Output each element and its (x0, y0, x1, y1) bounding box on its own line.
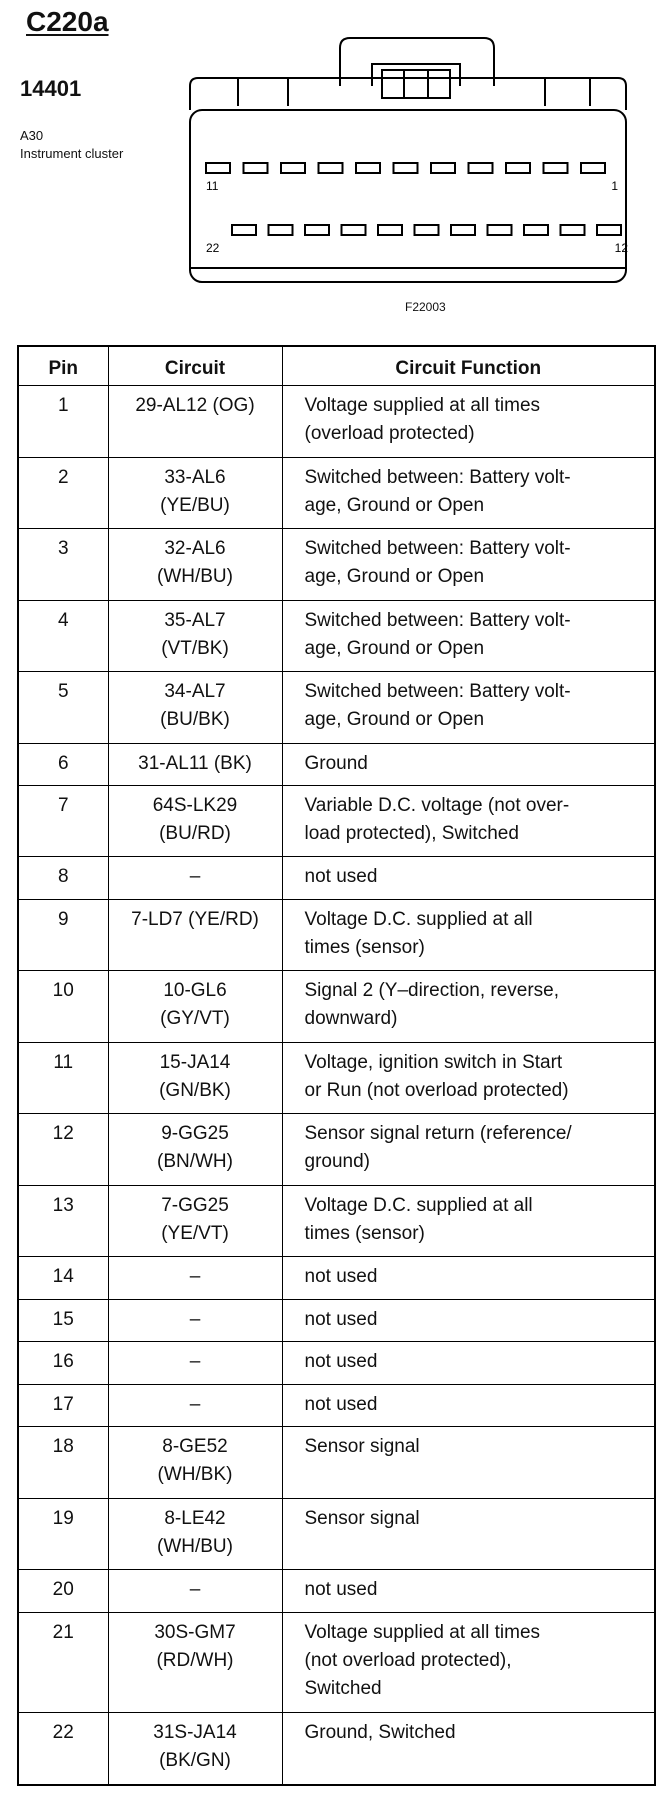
pin-table (17, 345, 656, 1786)
function-line: not used (304, 866, 378, 888)
circuit-cell (108, 529, 282, 601)
circuit-function-cell (282, 743, 655, 785)
circuit-cell (108, 971, 282, 1043)
table-row (18, 1570, 655, 1612)
location-code: A30 (20, 128, 44, 143)
circuit-function-cell (282, 1570, 655, 1612)
pin-slot (506, 163, 530, 173)
pin-number: 10 (18, 971, 108, 1043)
pin-number: 9 (18, 899, 108, 971)
circuit-cell (108, 1713, 282, 1785)
connector-diagram (0, 0, 672, 300)
function-line: (not overload protected), (304, 1649, 512, 1671)
pin-number: 6 (18, 743, 108, 785)
circuit-cell (108, 1042, 282, 1114)
pin-number: 21 (18, 1612, 108, 1713)
table-row (18, 1384, 655, 1426)
circuit-function-cell (282, 971, 655, 1043)
circuit-function-cell (282, 1257, 655, 1299)
connector-title: C220a (26, 6, 109, 37)
pin-number: 11 (18, 1042, 108, 1114)
circuit-line: 9-GG25 (161, 1123, 229, 1145)
pin-slot (232, 225, 256, 235)
function-line: not used (304, 1308, 378, 1330)
table-row (18, 529, 655, 601)
pin-label-22: 22 (206, 241, 220, 255)
table-header-row (18, 346, 655, 386)
pin-number: 13 (18, 1185, 108, 1257)
circuit-cell (108, 857, 282, 899)
circuit-cell (108, 1299, 282, 1341)
pin-slot (561, 225, 585, 235)
circuit-line: (GY/VT) (160, 1008, 230, 1030)
function-line: Voltage D.C. supplied at all (304, 908, 533, 930)
circuit-cell (108, 386, 282, 458)
circuit-line: 34-AL7 (164, 681, 226, 702)
table-row (18, 1114, 655, 1186)
connector-top-edge (190, 78, 626, 110)
function-line: Ground (304, 752, 368, 774)
pin-slot (281, 163, 305, 173)
pin-number: 7 (18, 785, 108, 857)
function-line: Switched (304, 1677, 382, 1699)
circuit-function-cell (282, 1384, 655, 1426)
circuit-line: 15-JA14 (159, 1051, 231, 1073)
pin-slot (305, 225, 329, 235)
table-row (18, 971, 655, 1043)
circuit-function-cell (282, 1342, 655, 1384)
circuit-line: (YE/VT) (161, 1222, 229, 1244)
circuit-line: 7-LD7 (YE/RD) (131, 908, 259, 930)
circuit-cell (108, 1427, 282, 1499)
circuit-line: 31-AL11 (BK) (138, 752, 252, 774)
pin-label-12: 12 (614, 241, 628, 255)
circuit-line: – (189, 866, 201, 888)
table-row (18, 386, 655, 458)
pin-label-1: 1 (611, 179, 618, 193)
circuit-line: (BU/RD) (159, 822, 231, 844)
circuit-line: 30S-GM7 (154, 1621, 236, 1643)
circuit-function-cell (282, 1498, 655, 1570)
pin-slot (206, 163, 230, 173)
table-row (18, 1042, 655, 1114)
function-line: ground) (304, 1151, 370, 1173)
table-row (18, 1299, 655, 1341)
pin-slot (597, 225, 621, 235)
circuit-line: – (189, 1393, 201, 1415)
pin-number: 22 (18, 1713, 108, 1785)
pin-number: 19 (18, 1498, 108, 1570)
pin-number: 8 (18, 857, 108, 899)
table-row (18, 1612, 655, 1713)
function-line: age, Ground or Open (304, 494, 485, 516)
function-line: not used (304, 1393, 378, 1415)
header-circuit-function: Circuit Function (282, 346, 655, 386)
circuit-line: (BU/BK) (160, 709, 230, 730)
circuit-cell (108, 1257, 282, 1299)
table-row (18, 1713, 655, 1785)
circuit-line: 10-GL6 (163, 980, 227, 1002)
function-line: Variable D.C. voltage (not over- (304, 794, 570, 816)
circuit-cell (108, 785, 282, 857)
circuit-cell (108, 1570, 282, 1612)
function-line: or Run (not overload protected) (304, 1079, 569, 1101)
table-row (18, 600, 655, 672)
pin-slot (581, 163, 605, 173)
pin-slot (244, 163, 268, 173)
function-line: age, Ground or Open (304, 709, 485, 730)
circuit-function-cell (282, 386, 655, 458)
circuit-line: 35-AL7 (164, 609, 226, 631)
circuit-line: 8-GE52 (162, 1436, 228, 1458)
circuit-line: (YE/BU) (160, 494, 230, 516)
function-line: downward) (304, 1008, 398, 1030)
function-line: not used (304, 1351, 378, 1373)
circuit-line: 7-GG25 (161, 1194, 229, 1216)
pin-number: 20 (18, 1570, 108, 1612)
pin-number: 1 (18, 386, 108, 458)
circuit-cell (108, 600, 282, 672)
function-line: (overload protected) (304, 423, 475, 444)
table-row (18, 1427, 655, 1499)
circuit-function-cell (282, 857, 655, 899)
pin-slot (394, 163, 418, 173)
function-line: Signal 2 (Y–direction, reverse, (304, 980, 560, 1002)
circuit-line: (WH/BK) (157, 1464, 233, 1486)
circuit-cell (108, 1342, 282, 1384)
pin-number: 14 (18, 1257, 108, 1299)
function-line: Sensor signal (304, 1436, 420, 1458)
circuit-line: (VT/BK) (161, 637, 229, 659)
pin-number: 4 (18, 600, 108, 672)
table-row (18, 457, 655, 529)
pin-number: 2 (18, 457, 108, 529)
pin-number: 18 (18, 1427, 108, 1499)
function-line: Sensor signal (304, 1507, 420, 1529)
circuit-line: (GN/BK) (159, 1079, 231, 1101)
function-line: times (sensor) (304, 1222, 425, 1244)
circuit-function-cell (282, 1114, 655, 1186)
circuit-line: – (189, 1266, 201, 1288)
pin-number: 16 (18, 1342, 108, 1384)
table-row (18, 1257, 655, 1299)
location-description: Instrument cluster (20, 146, 124, 161)
circuit-line: – (189, 1351, 201, 1373)
function-line: load protected), Switched (304, 822, 519, 844)
circuit-cell (108, 743, 282, 785)
pin-number: 5 (18, 672, 108, 744)
pin-label-11: 11 (206, 179, 219, 193)
table-row (18, 857, 655, 899)
function-line: Sensor signal return (reference/ (304, 1123, 572, 1145)
circuit-line: (WH/BU) (157, 1535, 233, 1557)
table-row (18, 1185, 655, 1257)
part-number: 14401 (20, 76, 82, 101)
function-line: age, Ground or Open (304, 566, 485, 587)
circuit-line: 32-AL6 (164, 538, 226, 559)
pin-slot (415, 225, 439, 235)
circuit-line: (WH/BU) (157, 566, 233, 587)
circuit-function-cell (282, 1427, 655, 1499)
circuit-line: (BN/WH) (157, 1151, 233, 1173)
circuit-cell (108, 1498, 282, 1570)
header-circuit: Circuit (108, 346, 282, 386)
function-line: times (sensor) (304, 936, 425, 958)
table-row (18, 785, 655, 857)
circuit-function-cell (282, 1042, 655, 1114)
circuit-function-cell (282, 785, 655, 857)
pin-slot (431, 163, 455, 173)
function-line: Switched between: Battery volt- (304, 681, 571, 702)
circuit-function-cell (282, 1612, 655, 1713)
circuit-cell (108, 1612, 282, 1713)
circuit-line: 8-LE42 (164, 1507, 226, 1529)
pin-slot (378, 225, 402, 235)
circuit-cell (108, 672, 282, 744)
pin-slot (342, 225, 366, 235)
circuit-cell (108, 1185, 282, 1257)
circuit-cell (108, 457, 282, 529)
function-line: Voltage, ignition switch in Start (304, 1051, 563, 1073)
circuit-function-cell (282, 1185, 655, 1257)
circuit-line: 64S-LK29 (152, 794, 238, 816)
pin-number: 3 (18, 529, 108, 601)
pin-slot (356, 163, 380, 173)
circuit-line: – (189, 1579, 201, 1601)
connector-body (190, 110, 626, 282)
pin-slot (269, 225, 293, 235)
circuit-function-cell (282, 529, 655, 601)
header-pin: Pin (18, 346, 108, 386)
function-line: Switched between: Battery volt- (304, 538, 571, 559)
function-line: Ground, Switched (304, 1722, 456, 1744)
function-line: Voltage supplied at all times (304, 395, 541, 416)
pin-number: 15 (18, 1299, 108, 1341)
diagram-code: F22003 (405, 300, 446, 314)
function-line: Voltage supplied at all times (304, 1621, 541, 1643)
pin-slot (469, 163, 493, 173)
circuit-cell (108, 1114, 282, 1186)
table-row (18, 1342, 655, 1384)
circuit-function-cell (282, 600, 655, 672)
pin-slot (524, 225, 548, 235)
circuit-line: – (189, 1308, 201, 1330)
circuit-function-cell (282, 1713, 655, 1785)
circuit-line: 29-AL12 (OG) (135, 395, 255, 416)
function-line: not used (304, 1579, 378, 1601)
pin-number: 12 (18, 1114, 108, 1186)
circuit-function-cell (282, 1299, 655, 1341)
table-row (18, 672, 655, 744)
function-line: Voltage D.C. supplied at all (304, 1194, 533, 1216)
circuit-function-cell (282, 457, 655, 529)
latch-inner (372, 64, 460, 86)
pin-slot (319, 163, 343, 173)
function-line: Switched between: Battery volt- (304, 466, 571, 488)
pin-slot (488, 225, 512, 235)
function-line: Switched between: Battery volt- (304, 609, 571, 631)
function-line: age, Ground or Open (304, 637, 485, 659)
circuit-function-cell (282, 899, 655, 971)
latch-tab (382, 70, 450, 98)
circuit-cell (108, 899, 282, 971)
circuit-line: 31S-JA14 (153, 1722, 237, 1744)
circuit-line: (BK/GN) (159, 1750, 231, 1772)
circuit-function-cell (282, 672, 655, 744)
table-row (18, 1498, 655, 1570)
circuit-cell (108, 1384, 282, 1426)
circuit-line: (RD/WH) (156, 1649, 234, 1671)
function-line: not used (304, 1266, 378, 1288)
pin-slot (544, 163, 568, 173)
circuit-line: 33-AL6 (164, 466, 226, 488)
pin-number: 17 (18, 1384, 108, 1426)
pin-slot (451, 225, 475, 235)
table-row (18, 899, 655, 971)
table-row (18, 743, 655, 785)
